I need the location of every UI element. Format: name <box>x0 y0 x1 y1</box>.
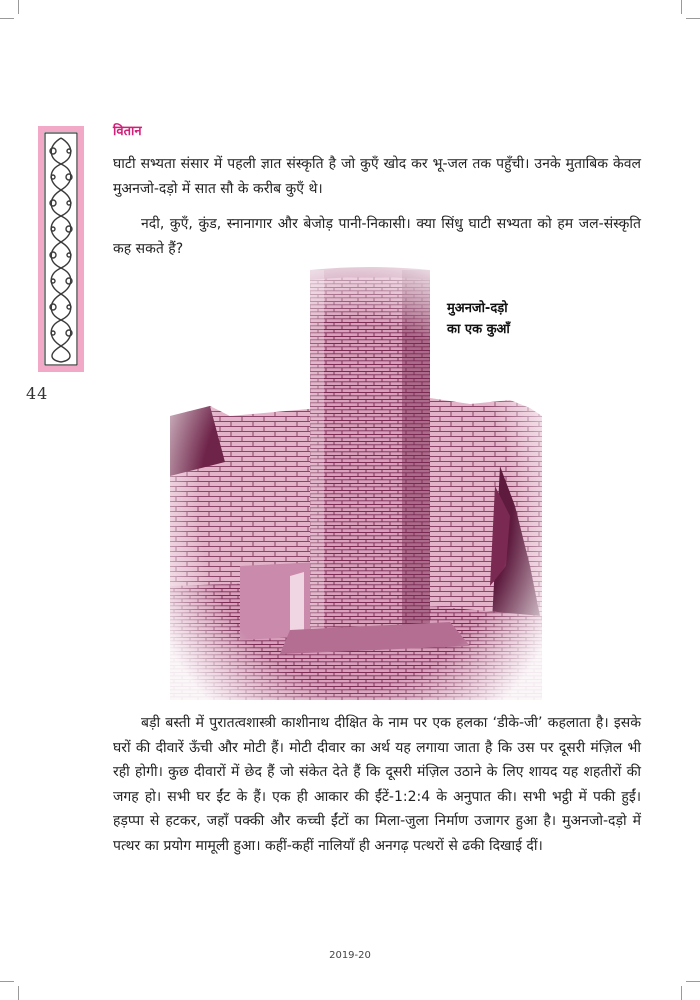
caption-line: मुअनजो-दड़ो <box>447 301 508 316</box>
crop-mark <box>0 981 14 982</box>
figure-caption <box>447 298 510 340</box>
caption-line: का एक कुआँ <box>447 322 510 337</box>
running-head: वितान <box>113 124 142 139</box>
crop-mark <box>18 0 19 14</box>
decorative-border-ornament <box>38 126 84 372</box>
paragraph: बड़ी बस्ती में पुरातत्वशास्त्री काशीनाथ दीक्षित के नाम पर एक हलका ‘डीके-जी’ कहलाता है। इसके घरों की दीवारें ऊँची और मोटी हैं। मोटी दीवार का अर्थ यह लगाया जाता है कि उस पर दूसरी मंज़िल भी रही होगी। कुछ दीवारों में छेद हैं जो संकेत देते हैं कि दूसरी मंज़िल उठाने के लिए शायद यह शहतीरों की जगह हो। सभी घर ईंट के हैं। एक ही आकार की ईंटें-1:2:4 के अनुपात की। सभी भट्ठी में पकी हुईं। हड़प्पा से हटकर, जहाँ पक्की और कच्ची ईंटों का मिला-जुला निर्माण उजागर हुआ है। मुअनजो-दड़ो में पत्थर का प्रयोग मामूली हुआ। कहीं-कहीं नालियाँ ही अनगढ़ पत्थरों से ढकी दिखाई दीं। <box>113 715 641 854</box>
footer-year: 2019-20 <box>329 950 371 961</box>
paragraph: नदी, कुएँ, कुंड, स्नानागार और बेजोड़ पानी-निकासी। क्या सिंधु घाटी सभ्यता को हम जल-संस्कृति कह सकते हैं? <box>113 216 641 257</box>
crop-mark <box>0 18 14 19</box>
crop-mark <box>686 18 700 19</box>
crop-mark <box>18 986 19 1000</box>
paragraph: घाटी सभ्यता संसार में पहली ज्ञात संस्कृति है जो कुएँ खोद कर भू-जल तक पहुँची। उनके मुताबिक केवल मुअनजो-दड़ो में सात सौ के करीब कुएँ थे। <box>113 156 641 197</box>
scroll-pattern-icon <box>44 132 78 366</box>
page-number: 44 <box>26 384 49 403</box>
crop-mark <box>686 981 700 982</box>
crop-mark <box>681 986 682 1000</box>
crop-mark <box>681 0 682 14</box>
